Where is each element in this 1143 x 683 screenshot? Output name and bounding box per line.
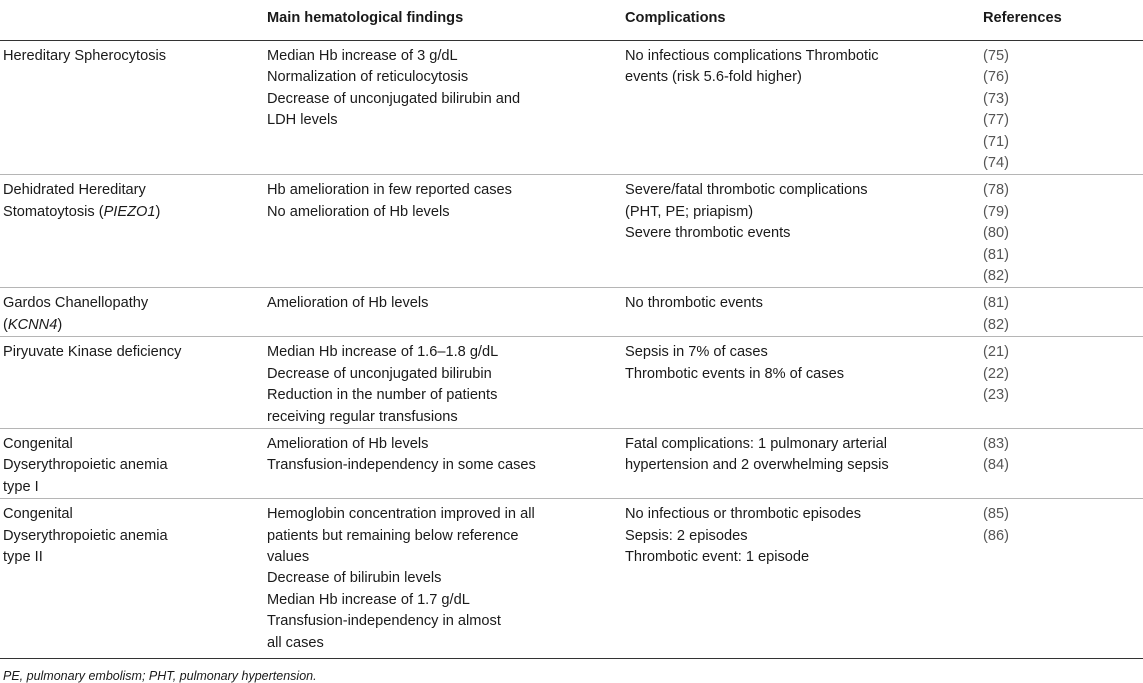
- reference-link[interactable]: (80): [983, 225, 1009, 242]
- finding-line: patients but remaining below reference: [267, 527, 519, 544]
- table-row: [0, 428, 1143, 498]
- finding-line: Median Hb increase of 3 g/dL: [267, 48, 458, 64]
- complication-line: hypertension and 2 overwhelming sepsis: [625, 457, 889, 474]
- complication-line: Severe/fatal thrombotic complications: [625, 182, 868, 199]
- condition-cell: [0, 288, 264, 337]
- findings-cell: [264, 288, 622, 337]
- gene-name: PIEZO1: [103, 203, 156, 220]
- condition-line: [3, 315, 260, 336]
- reference-link[interactable]: (73): [983, 90, 1009, 107]
- condition-line: Hereditary Spherocytosis: [3, 48, 167, 64]
- condition-line: type I: [3, 478, 39, 495]
- table-body: [0, 41, 1143, 659]
- finding-line: Amelioration of Hb levels: [267, 295, 429, 312]
- complication-line: Sepsis: 2 episodes: [625, 527, 748, 544]
- complications-cell: [622, 288, 980, 337]
- header-findings: Main hematological findings: [264, 2, 622, 41]
- condition-cell: [0, 41, 264, 175]
- findings-cell: [264, 337, 622, 429]
- condition-text: (: [3, 316, 8, 333]
- finding-line: Decrease of unconjugated bilirubin and: [267, 90, 521, 107]
- reference-link[interactable]: (82): [983, 268, 1009, 285]
- reference-link[interactable]: (81): [983, 246, 1009, 263]
- complication-line: Severe thrombotic events: [625, 225, 791, 242]
- references-cell: [980, 428, 1143, 498]
- reference-link[interactable]: (81): [983, 295, 1009, 312]
- reference-link[interactable]: (77): [983, 112, 1009, 129]
- finding-line: Median Hb increase of 1.7 g/dL: [267, 591, 470, 608]
- complications-cell: [622, 175, 980, 288]
- complication-line: (PHT, PE; priapism): [625, 203, 754, 220]
- reference-link[interactable]: (71): [983, 133, 1009, 150]
- condition-line: [3, 202, 260, 223]
- finding-line: LDH levels: [267, 112, 338, 129]
- reference-link[interactable]: (76): [983, 69, 1009, 86]
- table-row: [0, 41, 1143, 175]
- complication-line: Fatal complications: 1 pulmonary arterial: [625, 435, 887, 452]
- header-complications: Complications: [622, 2, 980, 41]
- findings-cell: [264, 175, 622, 288]
- reference-link[interactable]: (85): [983, 506, 1009, 523]
- complication-line: No thrombotic events: [625, 295, 763, 312]
- reference-link[interactable]: (78): [983, 182, 1009, 199]
- condition-text: Stomatoytosis (: [3, 203, 104, 220]
- finding-line: Amelioration of Hb levels: [267, 435, 429, 452]
- finding-line: Decrease of bilirubin levels: [267, 570, 442, 587]
- findings-cell: [264, 499, 622, 659]
- references-cell: [980, 41, 1143, 175]
- condition-line: Dyserythropoietic anemia: [3, 527, 168, 544]
- table-row: [0, 288, 1143, 337]
- table-footnote: PE, pulmonary embolism; PHT, pulmonary hypertension.: [3, 668, 317, 683]
- complication-line: Sepsis in 7% of cases: [625, 344, 768, 361]
- complications-cell: [622, 41, 980, 175]
- header-references: References: [980, 2, 1143, 41]
- reference-link[interactable]: (75): [983, 48, 1009, 64]
- condition-line: Dyserythropoietic anemia: [3, 457, 168, 474]
- finding-line: Decrease of unconjugated bilirubin: [267, 365, 492, 382]
- condition-line: Piryuvate Kinase deficiency: [3, 344, 182, 361]
- table-row: [0, 499, 1143, 659]
- condition-line: Congenital: [3, 435, 73, 452]
- finding-line: No amelioration of Hb levels: [267, 203, 450, 220]
- condition-line: type II: [3, 548, 43, 565]
- condition-cell: [0, 175, 264, 288]
- complication-line: Thrombotic event: 1 episode: [625, 548, 810, 565]
- reference-link[interactable]: (74): [983, 155, 1009, 172]
- reference-link[interactable]: (79): [983, 203, 1009, 220]
- finding-line: Transfusion-independency in almost: [267, 613, 501, 630]
- finding-line: Median Hb increase of 1.6–1.8 g/dL: [267, 344, 499, 361]
- finding-line: Normalization of reticulocytosis: [267, 69, 469, 86]
- references-cell: [980, 288, 1143, 337]
- references-cell: [980, 499, 1143, 659]
- findings-table: [0, 2, 1143, 659]
- condition-line: Dehidrated Hereditary: [3, 182, 146, 199]
- complication-line: events (risk 5.6-fold higher): [625, 69, 802, 86]
- reference-link[interactable]: (21): [983, 344, 1009, 361]
- finding-line: receiving regular transfusions: [267, 408, 458, 425]
- complication-line: Thrombotic events in 8% of cases: [625, 365, 845, 382]
- references-cell: [980, 175, 1143, 288]
- reference-link[interactable]: (86): [983, 527, 1009, 544]
- gene-name: KCNN4: [7, 316, 58, 333]
- finding-line: Hb amelioration in few reported cases: [267, 182, 512, 199]
- condition-text: ): [57, 316, 63, 333]
- finding-line: values: [267, 548, 310, 565]
- reference-link[interactable]: (22): [983, 365, 1009, 382]
- finding-line: all cases: [267, 634, 324, 651]
- complication-line: No infectious or thrombotic episodes: [625, 506, 862, 523]
- table-row: [0, 175, 1143, 288]
- condition-cell: [0, 428, 264, 498]
- references-cell: [980, 337, 1143, 429]
- reference-link[interactable]: (23): [983, 387, 1009, 404]
- condition-cell: [0, 337, 264, 429]
- condition-line: Gardos Chanellopathy: [3, 295, 149, 312]
- finding-line: Hemoglobin concentration improved in all: [267, 506, 535, 523]
- findings-cell: [264, 428, 622, 498]
- complications-cell: [622, 499, 980, 659]
- complications-cell: [622, 428, 980, 498]
- complication-line: No infectious complications Thrombotic: [625, 48, 879, 64]
- complications-cell: [622, 337, 980, 429]
- reference-link[interactable]: (84): [983, 457, 1009, 474]
- reference-link[interactable]: (83): [983, 435, 1009, 452]
- condition-line: Congenital: [3, 506, 73, 523]
- finding-line: Reduction in the number of patients: [267, 387, 498, 404]
- table-header: [0, 2, 1143, 41]
- finding-line: Transfusion-independency in some cases: [267, 457, 536, 474]
- table-row: [0, 337, 1143, 429]
- condition-text: ): [155, 203, 161, 220]
- reference-link[interactable]: (82): [983, 316, 1009, 333]
- header-condition: [0, 2, 264, 41]
- condition-cell: [0, 499, 264, 659]
- findings-cell: [264, 41, 622, 175]
- header-row: [0, 2, 1143, 41]
